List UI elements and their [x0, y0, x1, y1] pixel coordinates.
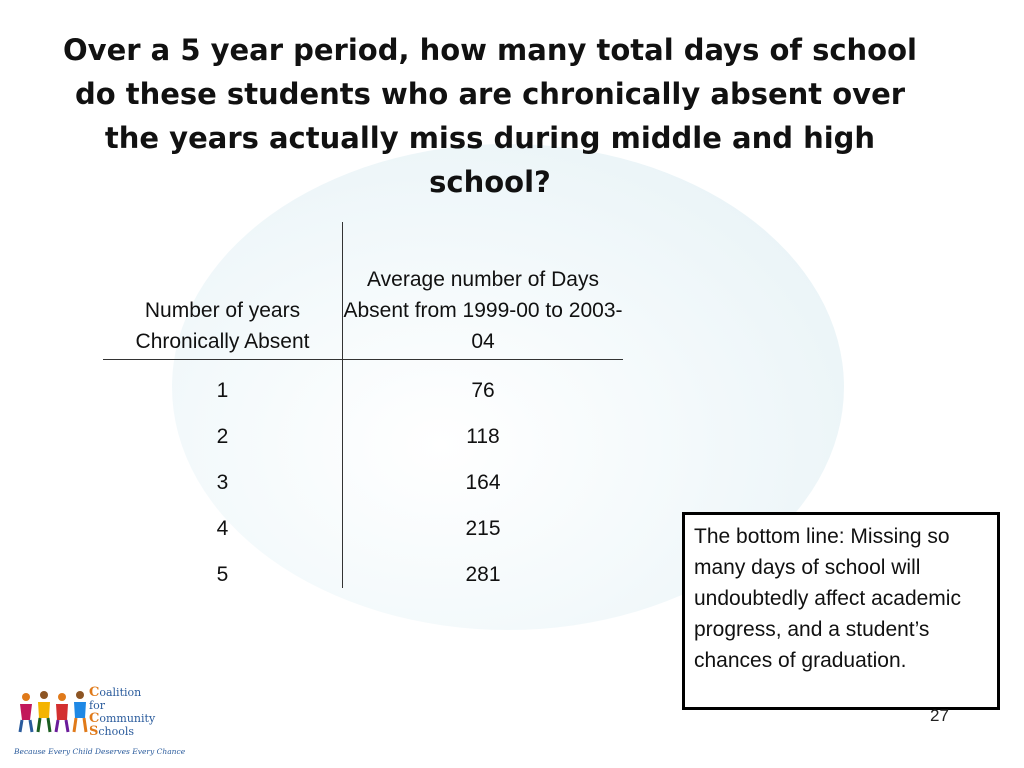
absence-table — [103, 222, 623, 588]
years-cell: 2 — [216, 425, 229, 448]
days-cell: 215 — [465, 517, 501, 540]
years-cell: 1 — [216, 379, 229, 402]
slide-title: Over a 5 year period, how many total days of school do these students who are chronically absent over the years actually miss during middle and high school? — [63, 33, 917, 199]
logo-initial: C — [89, 685, 100, 700]
bottom-line-callout: The bottom line: Missing so many days of school will undoubtedly affect academic progress, and a student’s chances of graduation. — [682, 512, 1000, 710]
logo-tagline: Because Every Child Deserves Every Chance — [14, 747, 186, 756]
logo-word: chools — [98, 725, 135, 738]
table-body — [103, 369, 623, 599]
page-number: 27 — [930, 706, 949, 725]
column-header-days-absent: Average number of Days Absent from 1999-00 to 2003-04 — [343, 268, 623, 353]
coalition-logo — [12, 685, 186, 762]
years-cell: 4 — [216, 517, 229, 540]
days-cell: 118 — [466, 425, 500, 448]
years-cell: 5 — [216, 563, 229, 586]
table-header-divider — [103, 359, 623, 360]
years-cell: 3 — [216, 471, 229, 494]
table-row — [103, 553, 623, 599]
table-row — [103, 415, 623, 461]
logo-word: for — [89, 699, 105, 712]
table-row — [103, 507, 623, 553]
logo-wordmark — [89, 686, 155, 738]
column-header-years: Number of years Chronically Absent — [135, 299, 310, 353]
logo-line — [89, 686, 155, 699]
days-cell: 281 — [465, 563, 501, 586]
days-cell: 76 — [471, 379, 495, 402]
logo-initial: S — [89, 724, 99, 739]
days-cell: 164 — [465, 471, 501, 494]
logo-line — [89, 712, 155, 725]
table-row — [103, 369, 623, 415]
table-row — [103, 461, 623, 507]
logo-initial: C — [89, 711, 100, 726]
logo-word: oalition — [99, 686, 142, 699]
logo-word: ommunity — [99, 712, 156, 725]
children-figures-icon — [12, 688, 92, 734]
logo-line — [89, 725, 155, 738]
